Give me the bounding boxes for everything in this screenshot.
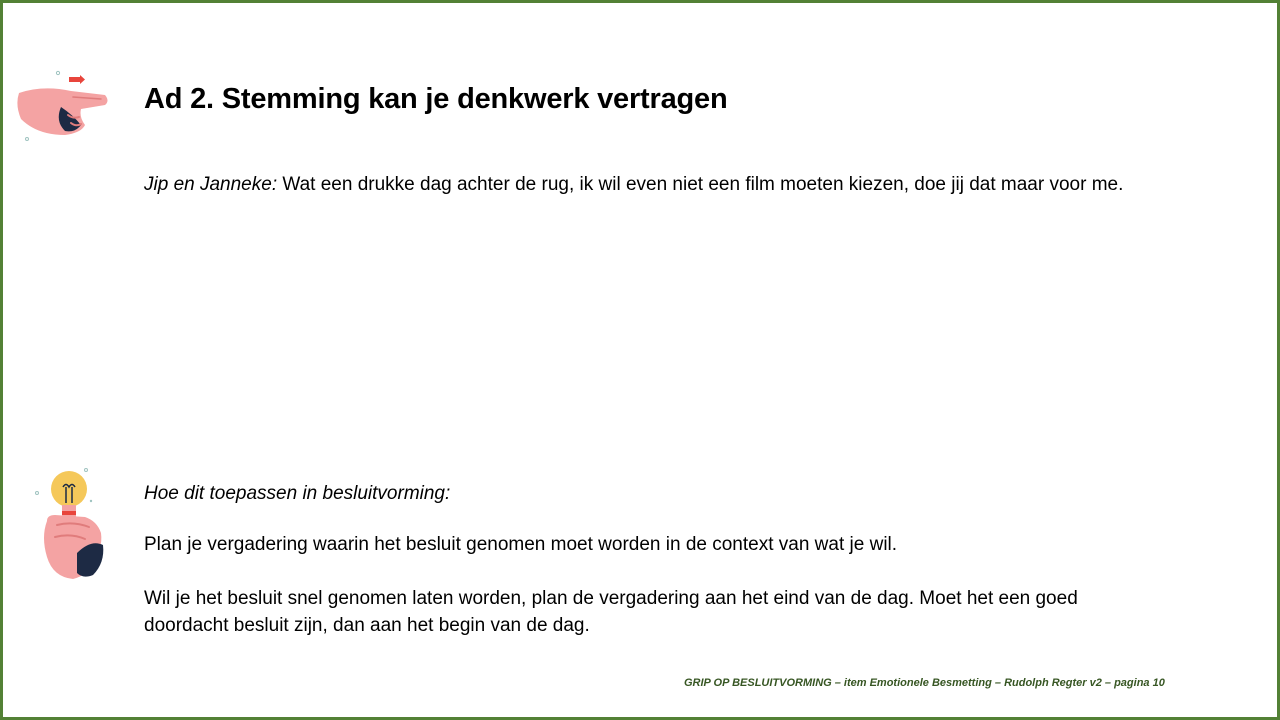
pointing-hand-icon	[13, 69, 113, 150]
quote-text	[144, 174, 1123, 196]
slide-title: Ad 2. Stemming kan je denkwerk vertragen	[144, 83, 728, 115]
application-paragraph-2: Wil je het besluit snel genomen laten worden, plan de vergadering aan het eind van de dag. Moet het een goed doordacht besluit zijn, dan aan het begin van de dag.	[144, 588, 1078, 636]
application-paragraph-1: Plan je vergadering waarin het besluit genomen moet worden in de context van wat je wil.	[144, 534, 898, 555]
quote-body: Wat een drukke dag achter de rug, ik wil even niet een film moeten kiezen, doe jij dat maar voor me.	[277, 174, 1124, 195]
application-heading: Hoe dit toepassen in besluitvorming:	[144, 483, 451, 504]
footer-text: GRIP OP BESLUITVORMING – item Emotionele Besmetting – Rudolph Regter v2 – pagina 10	[684, 677, 1165, 689]
hand-lightbulb-icon	[33, 465, 109, 586]
quote-speaker: Jip en Janneke:	[144, 174, 278, 195]
